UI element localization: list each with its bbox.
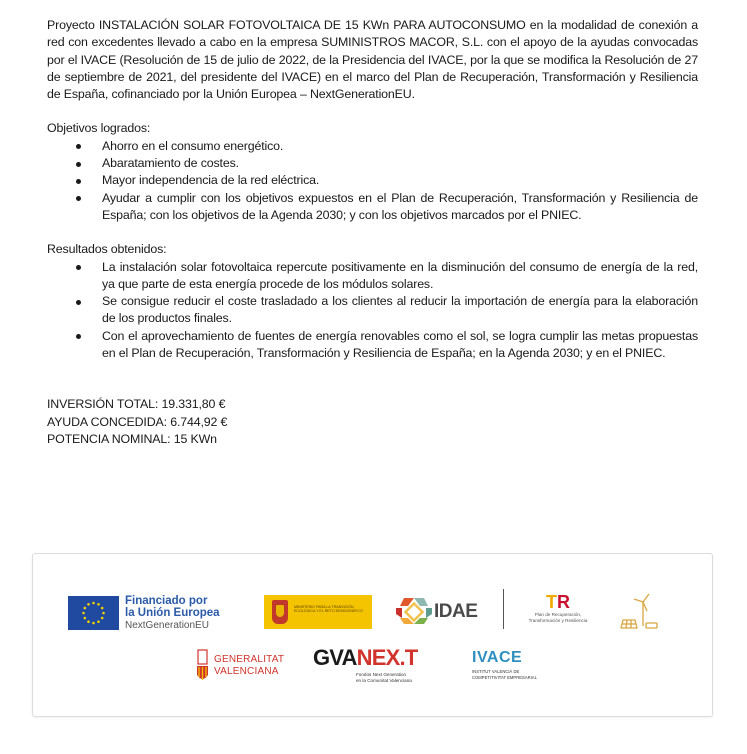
logo-divider <box>503 589 504 629</box>
gvanext-logo <box>313 647 443 684</box>
ivace-sub-line1: INSTITUT VALENCIÀ DE <box>472 669 520 674</box>
objectives-title: Objetivos logrados: <box>47 121 151 136</box>
gvanext-sub-line2: en la Comunitat Valenciana <box>356 678 412 683</box>
project-figures <box>47 396 698 448</box>
nominal-power: POTENCIA NOMINAL: 15 KWn <box>47 431 217 446</box>
intro-paragraph: Proyecto INSTALACIÓN SOLAR FOTOVOLTAICA DE 15 KWn PARA AUTOCONSUMO en la modalidad de conexión a red con excedentes llevado a cabo en la empresa SUMINISTROS MACOR, S.L. con el apoyo de la ayudas convocadas por el IVACE (Resolución de 15 de julio de 2022, de la Presidencia del IVACE, por la que se modifica la Resolución de 27 de septiembre de 2021, del presidente del IVACE) en el marco del Plan de Recuperación, Transformación y Resiliencia de España, cofinanciado por la Unión Europea – NextGenerationEU. <box>47 18 698 102</box>
eu-line1: Financiado por <box>125 595 208 607</box>
ivace-word: IVACE <box>472 649 523 666</box>
document-body <box>47 17 698 448</box>
prtr-text-line2: Transformación y Resiliencia <box>528 618 588 623</box>
eu-line2: la Unión Europea <box>125 607 220 619</box>
ministerio-logo <box>264 595 372 629</box>
list-item: Ahorro en el consumo energético. <box>47 138 698 155</box>
list-item: Mayor independencia de la red eléctrica. <box>47 172 698 189</box>
prtr-logo <box>508 592 608 624</box>
objectives-list <box>47 138 698 224</box>
idae-word: IDAE <box>434 601 478 622</box>
prtr-mark-icon: TR <box>546 592 570 612</box>
list-item: Abaratamiento de costes. <box>47 155 698 172</box>
solar-wind-icon <box>619 592 659 632</box>
eu-flag-icon <box>68 596 119 630</box>
generalitat-text: GENERALITAT VALENCIANA <box>214 654 285 677</box>
eu-line3: NextGenerationEU <box>125 620 209 631</box>
gvanext-sub-line1: Fondos Next Generation <box>356 672 407 677</box>
list-item: La instalación solar fotovoltaica repercute positivamente en la disminución del consumo de energía de la red, ya que parte de esta energía procede de los módulos solares. <box>47 259 698 294</box>
list-item: Con el aprovechamiento de fuentes de energía renovables como el sol, se logra cumplir las metas propuestas en el Plan de Recuperación, Transformación y Resiliencia de España; en la Agenda 2030; y en el PNIEC. <box>47 328 698 363</box>
funding-logos-panel <box>32 553 713 717</box>
ivace-logo <box>472 649 552 680</box>
ivace-sub-line2: COMPETITIVITAT EMPRESARIAL <box>472 674 537 680</box>
generalitat-emblem-icon <box>196 649 209 683</box>
idae-knot-icon <box>394 594 434 628</box>
ministerio-text: MINISTERIO PARA LA TRANSICIÓN ECOLÓGICA Y EL RETO DEMOGRÁFICO <box>294 605 363 614</box>
gvanext-word: GVANEX.T <box>313 645 418 670</box>
list-item: Se consigue reducir el coste trasladado a los clientes al reducir la importación de energía para la elaboración de los productos finales. <box>47 293 698 328</box>
granted-aid: AYUDA CONCEDIDA: 6.744,92 € <box>47 414 228 429</box>
total-investment: INVERSIÓN TOTAL: 19.331,80 € <box>47 397 226 412</box>
prtr-text-line1: Plan de Recuperación, <box>534 612 582 617</box>
spain-coat-of-arms-icon <box>272 600 288 624</box>
idae-logo <box>394 594 478 628</box>
eu-funding-logo <box>125 595 220 632</box>
results-list <box>47 259 698 363</box>
list-item: Ayudar a cumplir con los objetivos expuestos en el Plan de Recuperación, Transformación y Resiliencia de España; con los objetivos de la Agenda 2030; y con los objetivos marcados por el PNIEC. <box>47 190 698 225</box>
results-title: Resultados obtenidos: <box>47 242 167 257</box>
